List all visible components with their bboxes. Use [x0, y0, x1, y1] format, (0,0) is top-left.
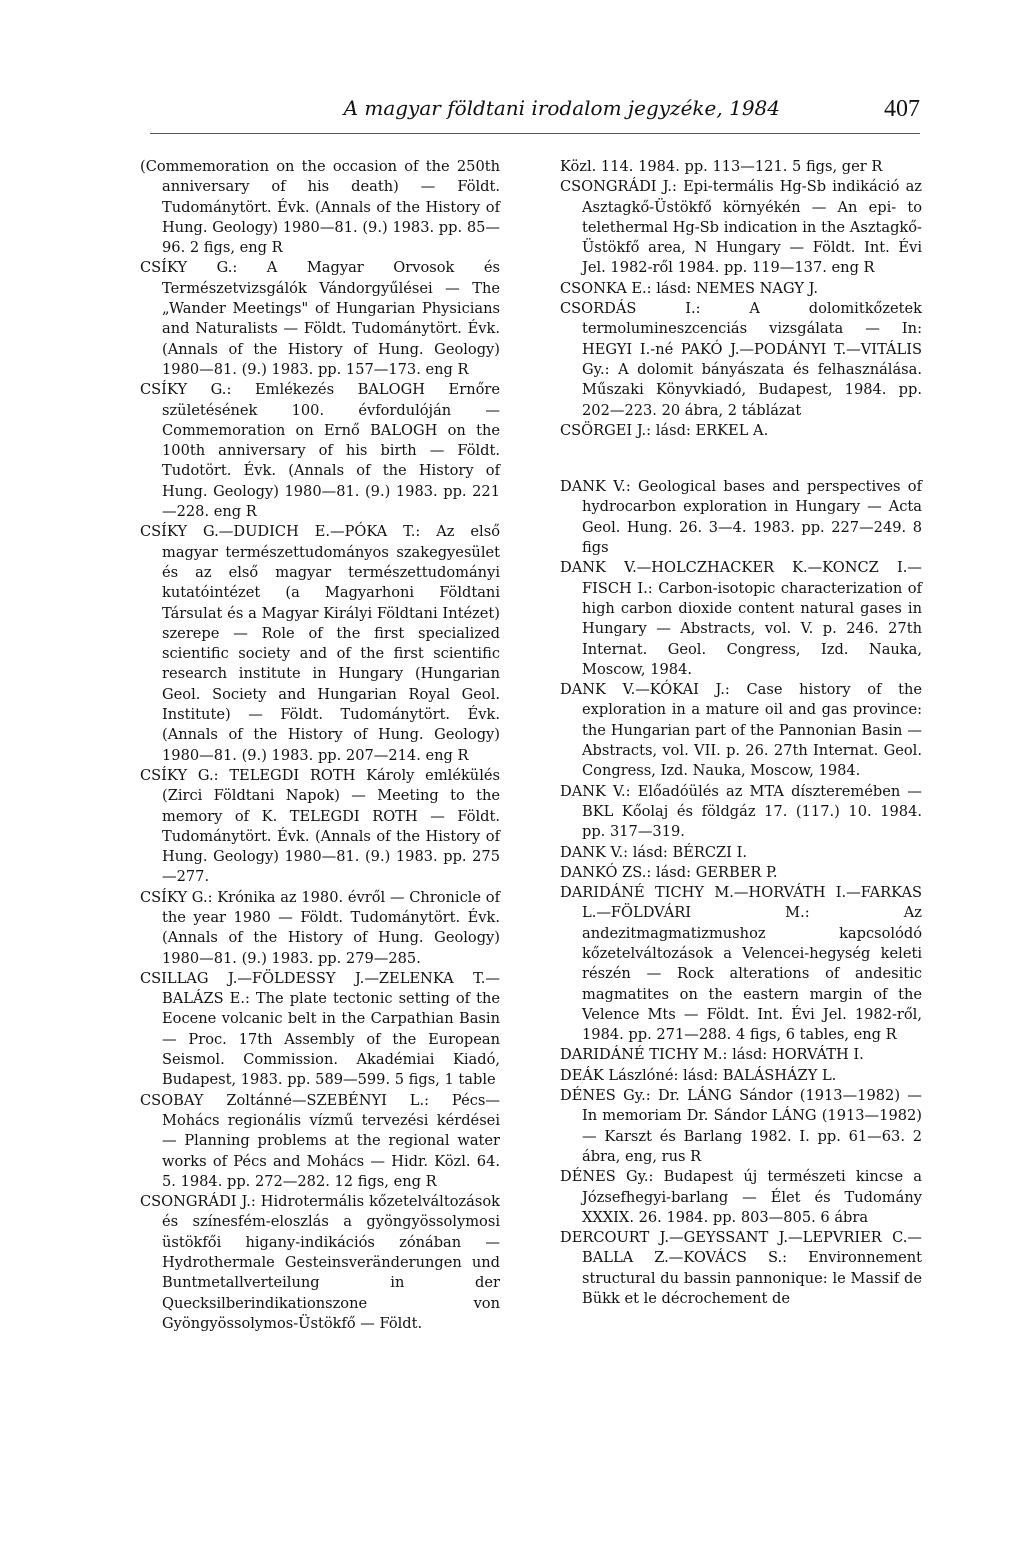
page-number: 407 [884, 96, 920, 122]
bibliography-entry: (Commemoration on the occasion of the 250th anniversary of his death) — Földt. Tudománytört. Évk. (Annals of the History of Hung. Geology) 1980—81. (9.) 1983. pp. 85—96. 2 figs, eng R [140, 158, 500, 257]
bibliography-entry: DANK V.: Előadóülés az MTA díszteremében — BKL Kőolaj és földgáz 17. (117.) 10. 1984. pp. 317—319. [560, 782, 922, 841]
bibliography-entry: CSÍKY G.: A Magyar Orvosok és Természetvizsgálók Vándorgyűlései — The „Wander Meetings" of Hungarian Physicians and Naturalists — Földt. Tudománytört. Évk. (Annals of the History of Hung. Geology) 1980—81. (9.) 1983. pp. 157—173. eng R [140, 259, 500, 378]
bibliography-entry: DANK V.—HOLCZHACKER K.—KONCZ I.—FISCH I.: Carbon-isotopic characterization of high carbon dioxide content natural gases in Hungary — Abstracts, vol. V. p. 246. 27th Internat. Geol. Congress, Izd. Nauka, Moscow, 1984. [560, 559, 922, 678]
bibliography-entry: CSÖRGEI J.: lásd: ERKEL A. [560, 421, 769, 439]
running-title: A magyar földtani irodalom jegyzéke, 1984 [343, 96, 780, 120]
bibliography-entry: Közl. 114. 1984. pp. 113—121. 5 figs, ger R [560, 158, 883, 175]
bibliography-entry: CSOBAY Zoltánné—SZEBÉNYI L.: Pécs—Mohács regionális vízmű tervezési kérdései — Planning problems at the regional water works of Pécs and Mohács — Hidr. Közl. 64. 5. 1984. pp. 272—282. 12 figs, eng R [140, 1091, 500, 1190]
bibliography-entry: CSÍKY G.: Emlékezés BALOGH Ernőre születésének 100. évfordulóján — Commemoration on Ernő BALOGH on the 100th anniversary of his birth — Földt. Tudotört. Évk. (Annals of the History of Hung. Geology) 1980—81. (9.) 1983. pp. 221—228. eng R [140, 381, 500, 521]
bibliography-entry: DARIDÁNÉ TICHY M.: lásd: HORVÁTH I. [560, 1046, 864, 1064]
running-header [150, 96, 920, 132]
bibliography-entry: CSILLAG J.—FÖLDESSY J.—ZELENKA T.—BALÁZS E.: The plate tectonic setting of the Eocene volcanic belt in the Carpathian Basin — Proc. 17th Assembly of the European Seismol. Commission. Akadémiai Kiadó, Budapest, 1983. pp. 589—599. 5 figs, 1 table [140, 969, 500, 1089]
bibliography-entry: CSONGRÁDI J.: Hidrotermális kőzetelváltozások és színesfém-eloszlás a gyöngyössolymosi üstökfői higany-indikációs zónában — Hydrothermale Gesteinsveränderungen und Buntmetallverteilung in der Quecksilberindikationszone von Gyöngyössolymos-Üstökfő — Földt. [140, 1193, 500, 1332]
bibliography-entry: CSONGRÁDI J.: Epi-termális Hg-Sb indikáció az Asztagkő-Üstökfő környékén — An epi- to telethermal Hg-Sb indication in the Asztagkő-Üstökfő area, N Hungary — Földt. Int. Évi Jel. 1982-ről 1984. pp. 119—137. eng R [560, 178, 922, 277]
bibliography-entry: CSONKA E.: lásd: NEMES NAGY J. [560, 279, 818, 297]
bibliography-entry: DARIDÁNÉ TICHY M.—HORVÁTH I.—FARKAS L.—FÖLDVÁRI M.: Az andezitmagmatizmushoz kapcsolódó kőzetelváltozások a Velencei-hegység keleti részén — Rock alterations of andesitic magmatites on the eastern margin of the Velence Mts — Földt. Int. Évi Jel. 1982-ről, 1984. pp. 271—288. 4 figs, 6 tables, eng R [560, 884, 922, 1044]
bibliography-entry: DANK V.: Geological bases and perspectives of hydrocarbon exploration in Hungary — Acta Geol. Hung. 26. 3—4. 1983. pp. 227—249. 8 figs [560, 478, 922, 557]
left-column [140, 157, 500, 1334]
bibliography-entry: CSÍKY G.: Krónika az 1980. évről — Chronicle of the year 1980 — Földt. Tudománytört. Évk. (Annals of the History of Hung. Geology) 1980—81. (9.) 1983. pp. 279—285. [140, 888, 500, 967]
bibliography-entry: DEÁK Lászlóné: lásd: BALÁSHÁZY L. [560, 1066, 837, 1084]
bibliography-entry: CSÍKY G.—DUDICH E.—PÓKA T.: Az első magyar természettudományos szakegyesület és az első magyar természettudományi kutatóintézet (a Magyarhoni Földtani Társulat és a Magyar Királyi Földtani Intézet) szerepe — Role of the first specialized scientific society and of the first scientific research institute in Hungary (Hungarian Geol. Society and Hungarian Royal Geol. Institute) — Földt. Tudománytört. Évk. (Annals of the History of Hung. Geology) 1980—81. (9.) 1983. pp. 207—214. eng R [140, 523, 500, 764]
right-column [560, 157, 922, 1309]
bibliography-entry: DANK V.—KÓKAI J.: Case history of the exploration in a mature oil and gas province: the Hungarian part of the Pannonian Basin — Abstracts, vol. VII. p. 26. 27th Internat. Geol. Congress, Izd. Nauka, Moscow, 1984. [560, 681, 922, 780]
bibliography-entry: DANKÓ ZS.: lásd: GERBER P. [560, 863, 778, 881]
bibliography-entry: DÉNES Gy.: Budapest új természeti kincse a Józsefhegyi-barlang — Élet és Tudomány XXXIX. 26. 1984. pp. 803—805. 6 ábra [560, 1168, 922, 1226]
bibliography-entry: DÉNES Gy.: Dr. LÁNG Sándor (1913—1982) — In memoriam Dr. Sándor LÁNG (1913—1982) — Karszt és Barlang 1982. I. pp. 61—63. 2 ábra, eng, rus R [560, 1087, 922, 1165]
bibliography-entry: CSÍKY G.: TELEGDI ROTH Károly emlékülés (Zirci Földtani Napok) — Meeting to the memory of K. TELEGDI ROTH — Földt. Tudománytört. Évk. (Annals of the History of Hung. Geology) 1980—81. (9.) 1983. pp. 275—277. [140, 766, 500, 886]
bibliography-entry: DANK V.: lásd: BÉRCZI I. [560, 843, 747, 861]
bibliography-entry: DERCOURT J.—GEYSSANT J.—LEPVRIER C.—BALLA Z.—KOVÁCS S.: Environnement structural du bassin pannonique: le Massif de Bükk et le décrochement de [560, 1229, 922, 1308]
bibliography-entry: CSORDÁS I.: A dolomitkőzetek termolumineszcenciás vizsgálata — In: HEGYI I.-né PAKÓ J.—PODÁNYI T.—VITÁLIS Gy.: A dolomit bányászata és felhasználása. Műszaki Könyvkiadó, Budapest, 1984. pp. 202—223. 20 ábra, 2 táblázat [560, 300, 922, 419]
header-rule [150, 133, 920, 134]
